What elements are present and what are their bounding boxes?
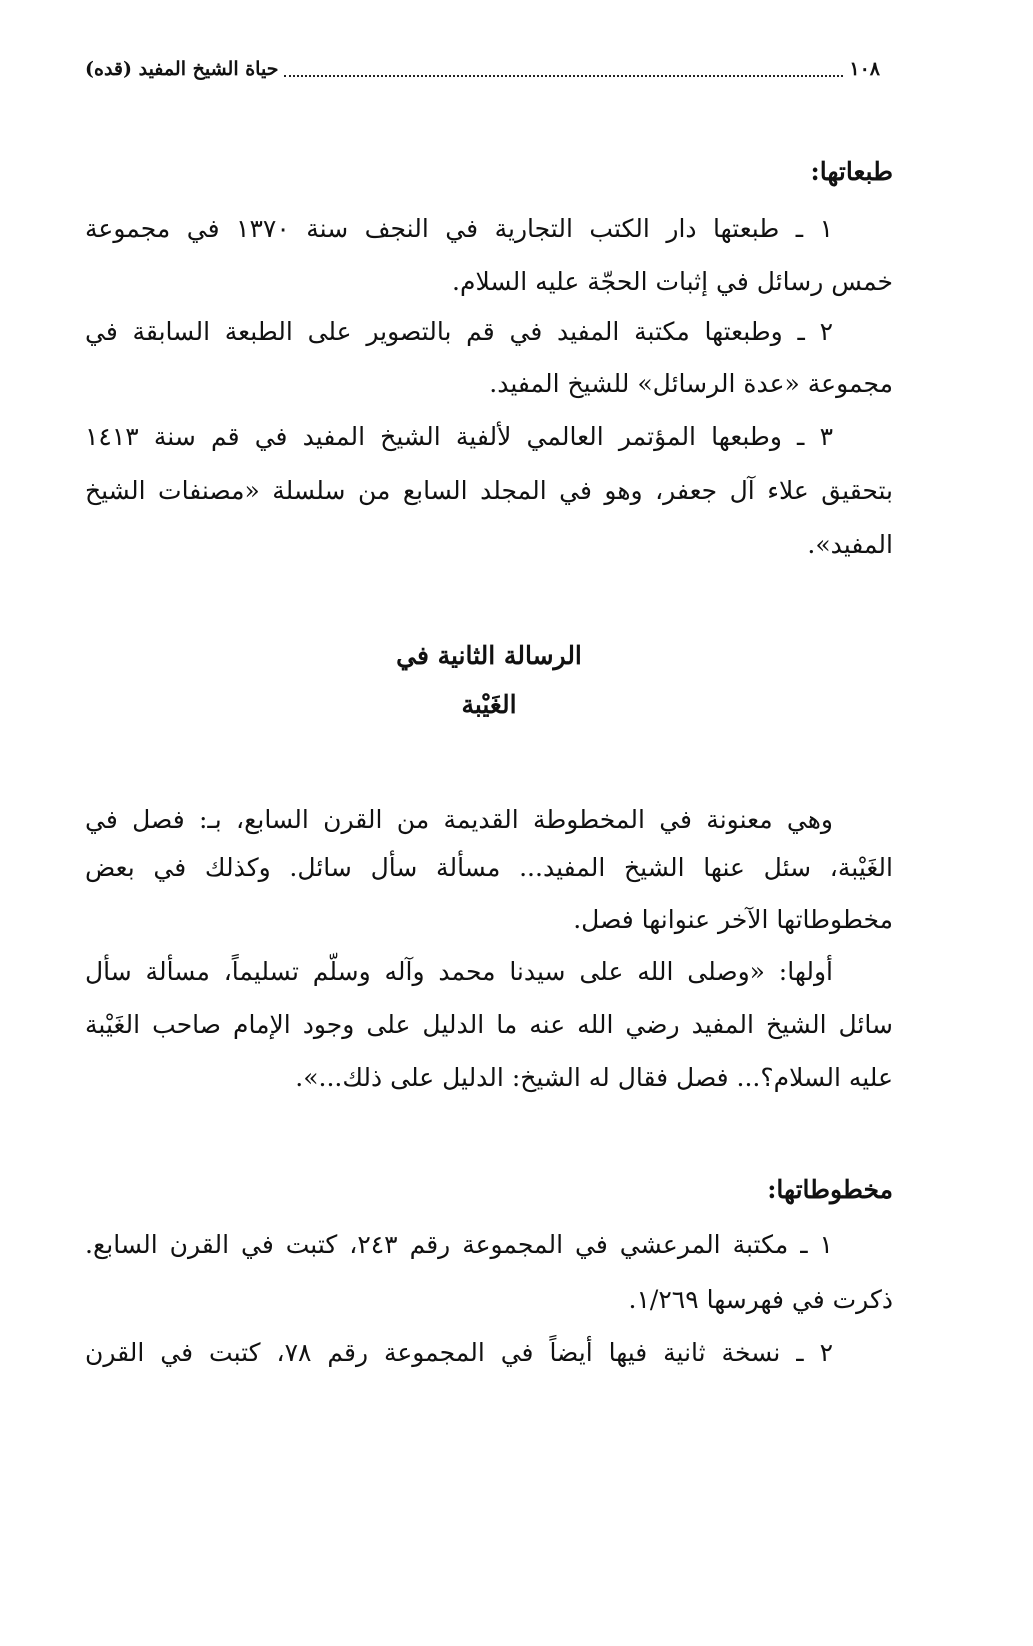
- text-line: أولها: «وصلى الله على سيدنا محمد وآله وسلّم تسليماً، مسألة سأل: [85, 957, 833, 986]
- page-number: ١٠٨: [849, 58, 880, 80]
- text-line: مجموعة «عدة الرسائل» للشيخ المفيد.: [489, 369, 893, 398]
- text-line: ٣ ـ وطبعها المؤتمر العالمي لألفية الشيخ المفيد في قم سنة ١٤١٣: [85, 422, 833, 451]
- text-line: ١ ـ مكتبة المرعشي في المجموعة رقم ٢٤٣، كتبت في القرن السابع.: [85, 1230, 833, 1259]
- text-line: بتحقيق علاء آل جعفر، وهو في المجلد السابع من سلسلة «مصنفات الشيخ: [85, 476, 893, 505]
- chapter-title-line2: الغَيْبة: [461, 690, 517, 719]
- text-line: ١ ـ طبعتها دار الكتب التجارية في النجف سنة ١٣٧٠ في مجموعة: [85, 214, 833, 243]
- text-line: وهي معنونة في المخطوطة القديمة من القرن السابع، بـ: فصل في: [85, 805, 833, 834]
- text-line: ٢ ـ نسخة ثانية فيها أيضاً في المجموعة رقم ٧٨، كتبت في القرن: [85, 1338, 833, 1367]
- text-line: عليه السلام؟... فصل فقال له الشيخ: الدليل على ذلك...».: [295, 1063, 893, 1092]
- text-line: الغَيْبة، سئل عنها الشيخ المفيد... مسألة سأل سائل. وكذلك في بعض: [85, 853, 893, 882]
- leader-dots: [284, 61, 843, 77]
- section-heading-manuscripts: مخطوطاتها:: [767, 1175, 893, 1204]
- text-line: سائل الشيخ المفيد رضي الله عنه ما الدليل على وجود الإمام صاحب الغَيْبة: [85, 1010, 893, 1039]
- text-line: مخطوطاتها الآخر عنوانها فصل.: [573, 905, 893, 934]
- running-title: حياة الشيخ المفيد (قده): [85, 58, 279, 80]
- running-header: [85, 58, 880, 80]
- text-line: ذكرت في فهرسها ١/٢٦٩.: [628, 1285, 893, 1314]
- text-line: المفيد».: [807, 530, 893, 559]
- chapter-title-line1: الرسالة الثانية في: [396, 641, 582, 670]
- section-heading-editions: طبعاتها:: [810, 157, 893, 186]
- text-line: خمس رسائل في إثبات الحجّة عليه السلام.: [452, 267, 893, 296]
- text-line: ٢ ـ وطبعتها مكتبة المفيد في قم بالتصوير على الطبعة السابقة في: [85, 317, 833, 346]
